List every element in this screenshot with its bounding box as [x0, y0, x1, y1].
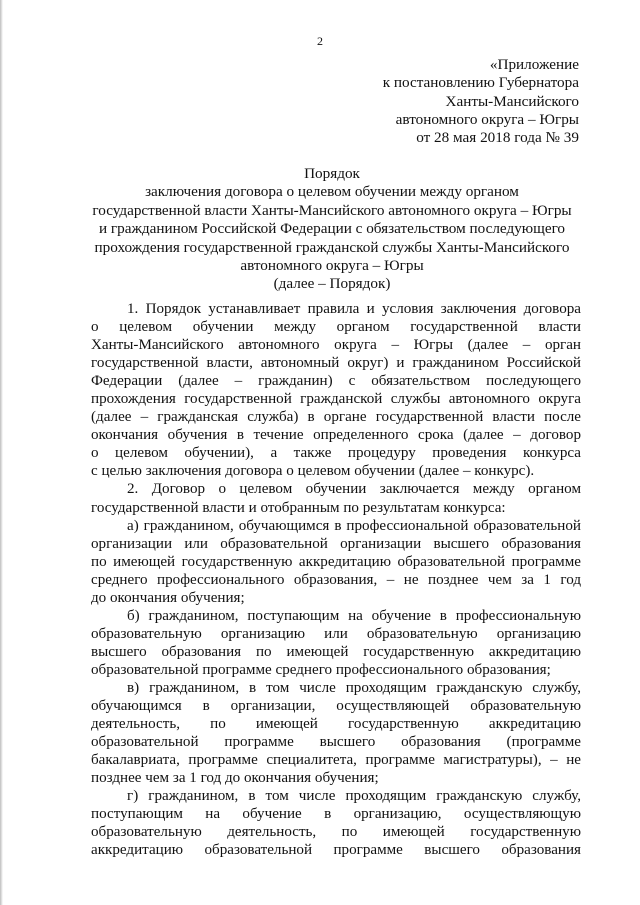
body-line: 1. Порядок устанавливает правила и условия заключения договора — [127, 301, 581, 317]
body-line: в) гражданином, в том числе проходящим гражданскую службу, — [127, 679, 581, 696]
body-line: бакалавриата, программе специалитета, программе магистратуры), – не — [91, 752, 581, 769]
document-body — [91, 300, 581, 859]
body-line: окончания обучения в течение определенного срока (далее – договор — [91, 427, 581, 444]
appendix-line: автономного округа – Югры — [395, 110, 579, 128]
scan-edge-shadow — [0, 0, 3, 905]
body-line: а) гражданином, обучающимся в профессиональной образовательной — [127, 517, 581, 534]
body-line: по имеющей государственную аккредитацию образовательной программе — [91, 553, 581, 570]
body-line: позднее чем за 1 год до окончания обучения; — [91, 770, 379, 787]
body-line: поступающим на обучение в организацию, осуществляющую — [91, 806, 581, 823]
title-line: и гражданином Российской Федерации с обязательством последующего — [98, 220, 566, 238]
title-line: автономного округа – Югры — [240, 257, 424, 275]
title-line: заключения договора о целевом обучении между органом — [145, 183, 519, 201]
body-line: б) гражданином, поступающим на обучение в профессиональную — [127, 607, 581, 624]
body-line: о целевом обучении), а также процедуру проведения конкурса — [91, 445, 581, 462]
page-number: 2 — [317, 34, 323, 48]
body-line: государственной власти, автономный округ) и гражданином Российской — [91, 355, 581, 372]
body-line: прохождения государственной гражданской службы автономного округа — [91, 391, 581, 408]
title-line: прохождения государственной гражданской службы Ханты-Мансийского — [94, 238, 570, 256]
body-line: среднего профессионального образования, – не позднее чем за 1 год — [91, 571, 581, 588]
body-line: 2. Договор о целевом обучении заключается между органом — [127, 481, 581, 498]
body-line: образовательную деятельность, по имеющей государственную — [91, 824, 581, 841]
body-line: образовательную организацию или образовательную организацию — [91, 625, 581, 642]
body-line: (далее – гражданская служба) в органе государственной власти после — [91, 409, 581, 426]
appendix-line: от 28 мая 2018 года № 39 — [416, 129, 579, 147]
appendix-line: Ханты-Мансийского — [445, 92, 579, 110]
body-line: образовательной программе среднего профессионального образования; — [91, 661, 551, 678]
appendix-header — [279, 56, 579, 147]
document-title — [82, 165, 582, 294]
body-line: Федерации (далее – гражданин) с обязательством последующего — [91, 373, 581, 390]
title-line: Порядок — [304, 165, 360, 182]
body-line: государственной власти и отобранным по результатам конкурса: — [91, 499, 506, 516]
title-line: государственной власти Ханты-Мансийского автономного округа – Югры — [92, 201, 572, 219]
body-line: обучающимся в организации, осуществляющей образовательную — [91, 698, 581, 715]
body-line: г) гражданином, в том числе проходящим гражданскую службу, — [127, 788, 581, 805]
title-line: (далее – Порядок) — [273, 275, 391, 293]
appendix-line: «Приложение — [489, 56, 579, 73]
body-line: с целью заключения договора о целевом обучении (далее – конкурс). — [91, 463, 535, 480]
body-line: высшего образования по имеющей государственную аккредитацию — [91, 643, 581, 660]
body-line: деятельность, по имеющей государственную аккредитацию — [91, 716, 581, 733]
appendix-line: к постановлению Губернатора — [382, 74, 579, 92]
body-line: образовательной программе высшего образования (программе — [91, 734, 581, 751]
body-line: организации или образовательной организации высшего образования — [91, 535, 581, 552]
body-line: Ханты-Мансийского автономного округа – Югры (далее – орган — [91, 337, 581, 354]
body-line: о целевом обучении между органом государственной власти — [91, 319, 581, 336]
body-line: аккредитацию образовательной программе высшего образования — [91, 842, 581, 859]
body-line: до окончания обучения; — [91, 589, 245, 606]
